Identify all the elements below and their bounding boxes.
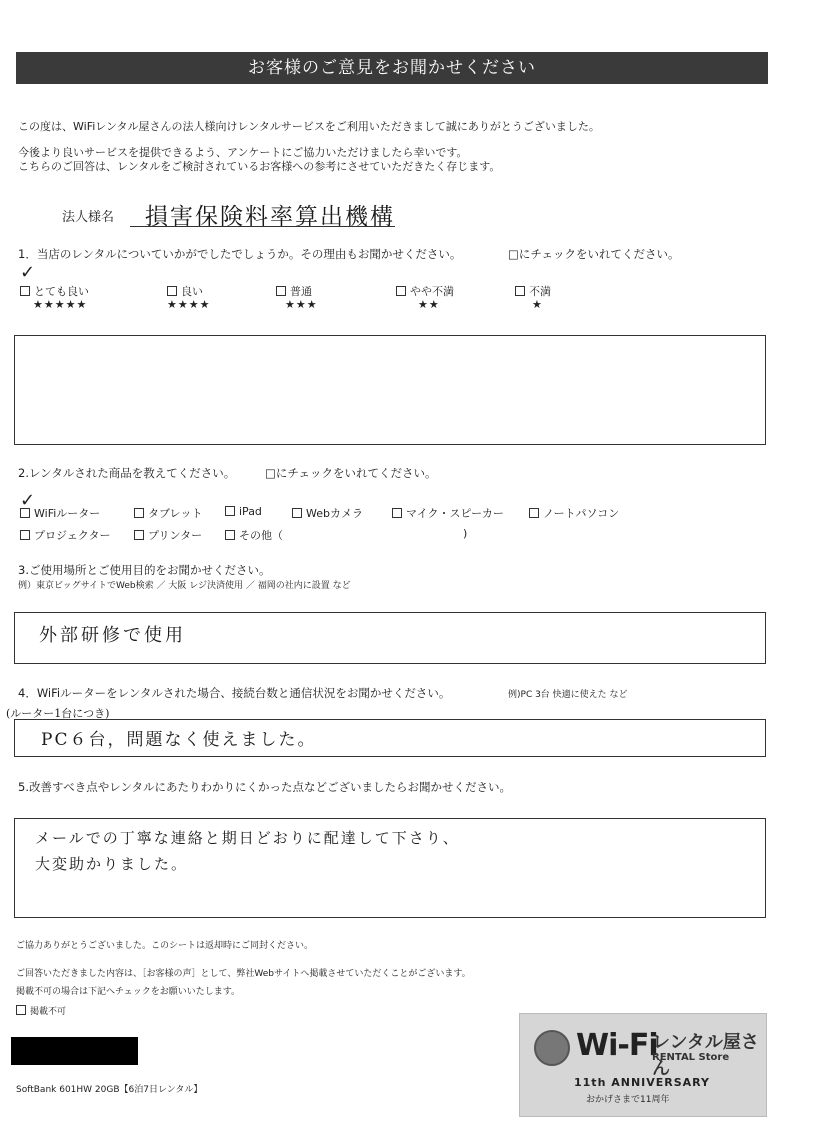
q1-instruction: □にチェックをいれてください。 [508, 247, 680, 261]
q2-option-wifi-router[interactable] [20, 505, 100, 521]
q2-option-label: WiFiルーター [34, 507, 101, 520]
footer-publish-note: 掲載不可の場合は下記へチェックをお願いいたします。 [16, 987, 241, 997]
no-publish-option[interactable] [16, 1005, 66, 1018]
q2-option-label: Webカメラ [306, 507, 363, 520]
company-label: 法人様名 [62, 210, 115, 225]
q2-option-label: iPad [239, 505, 262, 518]
q2-option-ipad[interactable] [225, 505, 262, 518]
q1-stars-4: ★★★★ [167, 298, 211, 311]
q1-checkmark-icon: ✓ [20, 262, 36, 283]
q1-answer-box[interactable] [14, 335, 766, 445]
q2-option-mic-speaker[interactable] [392, 505, 504, 521]
q1-option-label: 普通 [290, 285, 312, 298]
q1-option-label: 不満 [529, 285, 551, 298]
q1-option-very-good[interactable] [20, 283, 89, 299]
logo-anniversary-text: 11th ANNIVERSARY [574, 1076, 711, 1089]
q5-answer-box[interactable] [14, 818, 766, 918]
q4-question: 4．WiFiルーターをレンタルされた場合、接続台数と通信状況をお聞かせください。 [18, 686, 451, 700]
logo-thanks-text: おかげさまで11周年 [586, 1095, 670, 1105]
mascot-icon [534, 1030, 570, 1066]
checkbox-icon [515, 286, 525, 296]
checkbox-icon [276, 286, 286, 296]
checkbox-icon [392, 508, 402, 518]
q4-answer-box[interactable] [14, 719, 766, 757]
q2-question: 2.レンタルされた商品を教えてください。 [18, 466, 236, 480]
q2-option-label: その他（ [239, 529, 283, 542]
q2-option-laptop[interactable] [529, 505, 619, 521]
q2-option-printer[interactable] [134, 527, 202, 543]
q1-option-normal[interactable] [276, 283, 312, 299]
q2-instruction: □にチェックをいれてください。 [265, 466, 437, 480]
product-info: SoftBank 601HW 20GB【6泊7日レンタル】 [16, 1085, 203, 1095]
q4-note: (ルーター1台につき) [6, 707, 110, 720]
company-logo [519, 1013, 767, 1117]
q2-option-tablet[interactable] [134, 505, 202, 521]
q1-stars-5: ★★★★★ [33, 298, 88, 311]
q1-option-dissatisfied[interactable] [515, 283, 551, 299]
checkbox-icon [134, 530, 144, 540]
logo-rental-text: レンタル屋さん [652, 1032, 759, 1079]
intro-line-3: こちらのご回答は、レンタルをご検討されているお客様への参考にさせていただきたく存じます。 [18, 160, 501, 173]
redacted-block [11, 1037, 138, 1065]
q2-checkmark-icon: ✓ [20, 490, 36, 511]
checkbox-icon [167, 286, 177, 296]
company-underline [130, 226, 395, 227]
q2-other-close-paren: ) [463, 527, 468, 540]
checkbox-icon [292, 508, 302, 518]
q5-question: 5.改善すべき点やレンタルにあたりわかりにくかった点などございましたらお聞かせください。 [18, 780, 511, 794]
q2-option-label: マイク・スピーカー [406, 507, 504, 520]
q1-option-label: 良い [181, 285, 203, 298]
q2-option-web-camera[interactable] [292, 505, 363, 521]
footer-publish: ご回答いただきました内容は、［お客様の声］として、弊社Webサイトへ掲載させていただくことがございます。 [16, 969, 471, 979]
q3-example: 例）東京ビッグサイトでWeb検索 ／ 大阪 レジ決済使用 ／ 福岡の社内に設置 など [18, 581, 351, 591]
q3-answer: 外部研修で使用 [39, 625, 186, 646]
no-publish-label: 掲載不可 [30, 1007, 67, 1017]
company-name[interactable]: 損害保険料率算出機構 [145, 204, 395, 230]
checkbox-icon [529, 508, 539, 518]
logo-store-text: RENTAL Store [652, 1052, 730, 1063]
q3-question: 3.ご使用場所とご使用目的をお聞かせください。 [18, 563, 271, 577]
q1-option-label: とても良い [34, 285, 89, 298]
q2-option-label: プリンター [148, 529, 203, 542]
checkbox-icon [225, 506, 235, 516]
q3-answer-box[interactable] [14, 612, 766, 664]
footer-thanks: ご協力ありがとうございました。このシートは返却時にご同封ください。 [16, 941, 314, 951]
logo-wifi-text: Wi-Fi [576, 1028, 658, 1063]
q1-option-somewhat-dissatisfied[interactable] [396, 283, 454, 299]
q2-option-label: タブレット [148, 507, 203, 520]
page-title: お客様のご意見をお聞かせください [16, 52, 768, 84]
q4-answer: PC６台，問題なく使えました。 [41, 730, 317, 750]
checkbox-icon [396, 286, 406, 296]
checkbox-icon [20, 286, 30, 296]
q1-stars-1: ★ [532, 298, 543, 311]
q5-answer-line-2: 大変助かりました。 [35, 855, 189, 873]
checkbox-icon [20, 530, 30, 540]
checkbox-icon [16, 1005, 26, 1015]
checkbox-icon [225, 530, 235, 540]
q1-stars-2: ★★ [418, 298, 440, 311]
q1-question: 1．当店のレンタルについていかがでしたでしょうか。その理由もお聞かせください。 [18, 247, 462, 261]
q1-stars-3: ★★★ [285, 298, 318, 311]
intro-line-2: 今後より良いサービスを提供できるよう、アンケートにご協力いただけましたら幸いです。 [18, 146, 468, 159]
q4-example: 例)PC 3台 快適に使えた など [508, 690, 628, 700]
q2-option-other[interactable] [225, 527, 283, 543]
q5-answer-line-1: メールでの丁寧な連絡と期日どおりに配達して下さり、 [35, 829, 460, 847]
intro-line-1: この度は、WiFiレンタル屋さんの法人様向けレンタルサービスをご利用いただきまして誠にありがとうございました。 [18, 120, 600, 133]
q1-option-good[interactable] [167, 283, 203, 299]
q2-option-label: プロジェクター [34, 529, 111, 542]
checkbox-icon [20, 508, 30, 518]
q2-option-label: ノートパソコン [543, 507, 620, 520]
checkbox-icon [134, 508, 144, 518]
q1-option-label: やや不満 [410, 285, 454, 298]
q2-option-projector[interactable] [20, 527, 111, 543]
